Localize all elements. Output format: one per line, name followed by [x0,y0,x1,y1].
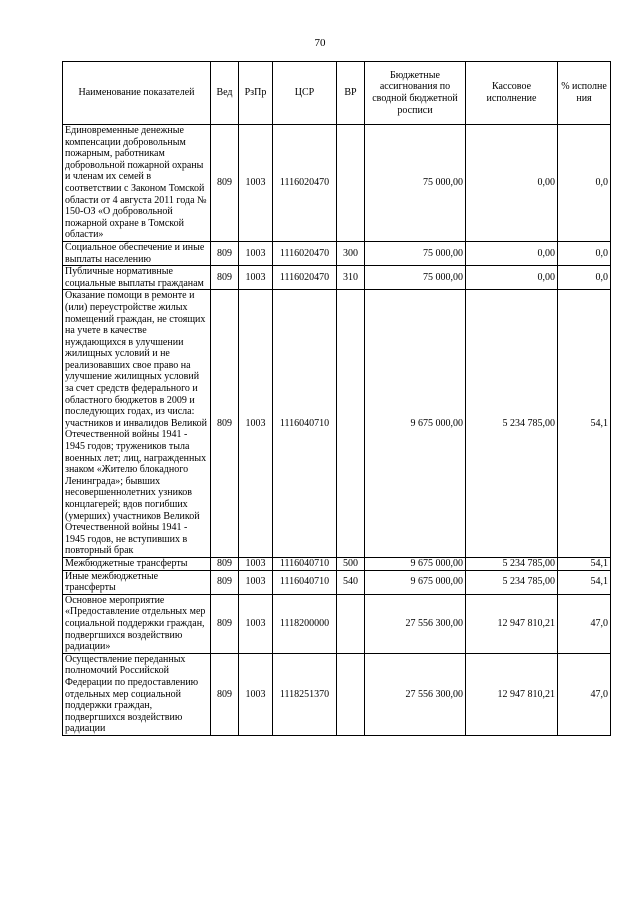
cell-pct: 47,0 [558,594,611,653]
cell-csr: 1118200000 [273,594,337,653]
cell-name: Осуществление переданных полномочий Российской Федерации по предоставлению отдельных мер социальной поддержки граждан, подвергшихся воздействию радиации [63,653,211,735]
cell-assign: 75 000,00 [365,266,466,290]
cell-exec: 5 234 785,00 [466,557,558,570]
cell-assign: 75 000,00 [365,241,466,265]
table-row [63,241,611,265]
table-row [63,653,611,735]
cell-ved: 809 [211,125,239,242]
cell-csr: 1116020470 [273,266,337,290]
cell-pct: 54,1 [558,290,611,558]
cell-assign: 9 675 000,00 [365,570,466,594]
cell-assign: 9 675 000,00 [365,290,466,558]
cell-csr: 1116040710 [273,557,337,570]
header-name: Наименование показателей [63,62,211,125]
cell-name: Иные межбюджетные трансферты [63,570,211,594]
cell-rzpr: 1003 [239,653,273,735]
page-number: 70 [314,37,326,49]
cell-assign: 27 556 300,00 [365,653,466,735]
table-row [63,557,611,570]
cell-name: Единовременные денежные компенсации добровольным пожарным, работникам добровольной пожарной охраны и членам их семей в соответствии с Законом Томской области от 4 августа 2011 года № 150-ОЗ «О добровольной пожарной охране в Томской области» [63,125,211,242]
cell-exec: 12 947 810,21 [466,653,558,735]
cell-assign: 27 556 300,00 [365,594,466,653]
cell-ved: 809 [211,570,239,594]
cell-vr [337,290,365,558]
cell-ved: 809 [211,241,239,265]
cell-csr: 1116020470 [273,241,337,265]
cell-csr: 1116040710 [273,290,337,558]
cell-vr [337,594,365,653]
cell-pct: 0,0 [558,125,611,242]
table-row [63,290,611,558]
cell-vr [337,125,365,242]
cell-vr: 300 [337,241,365,265]
cell-vr: 310 [337,266,365,290]
header-exec: Кассовое исполнение [466,62,558,125]
cell-assign: 75 000,00 [365,125,466,242]
cell-exec: 5 234 785,00 [466,570,558,594]
cell-ved: 809 [211,653,239,735]
cell-ved: 809 [211,290,239,558]
cell-name: Межбюджетные трансферты [63,557,211,570]
cell-exec: 0,00 [466,266,558,290]
cell-csr: 1118251370 [273,653,337,735]
cell-rzpr: 1003 [239,290,273,558]
table-row [63,266,611,290]
cell-vr: 500 [337,557,365,570]
cell-csr: 1116020470 [273,125,337,242]
cell-rzpr: 1003 [239,241,273,265]
cell-ved: 809 [211,266,239,290]
table-row [63,125,611,242]
header-pct: % исполне ния [558,62,611,125]
table-row [63,594,611,653]
header-row [63,62,611,125]
header-ved: Вед [211,62,239,125]
cell-exec: 12 947 810,21 [466,594,558,653]
budget-table [62,61,611,736]
cell-rzpr: 1003 [239,594,273,653]
cell-pct: 0,0 [558,241,611,265]
header-assign: Бюджетные ассигнования по сводной бюджетной росписи [365,62,466,125]
cell-pct: 0,0 [558,266,611,290]
cell-ved: 809 [211,594,239,653]
cell-csr: 1116040710 [273,570,337,594]
cell-name: Социальное обеспечение и иные выплаты населению [63,241,211,265]
cell-vr: 540 [337,570,365,594]
cell-ved: 809 [211,557,239,570]
cell-rzpr: 1003 [239,125,273,242]
cell-name: Оказание помощи в ремонте и (или) переустройстве жилых помещений граждан, не стоящих на учете в качестве нуждающихся в улучшении жилищных условий и не реализовавших свое право на улучшение жилищных условий за счет средств федерального и областного бюджетов в 2009 и последующих годах, из числа: участников и инвалидов Великой Отечественной войны 1941 - 1945 годов; тружеников тыла военных лет; лиц, награжденных знаком «Жителю блокадного Ленинграда»; бывших несовершеннолетних узников концлагерей; вдов погибших (умерших) участников Великой Отечественной войны 1941 - 1945 годов, не вступивших в повторный брак [63,290,211,558]
cell-assign: 9 675 000,00 [365,557,466,570]
cell-rzpr: 1003 [239,570,273,594]
cell-exec: 0,00 [466,241,558,265]
cell-exec: 0,00 [466,125,558,242]
cell-vr [337,653,365,735]
header-vr: ВР [337,62,365,125]
header-rzpr: РзПр [239,62,273,125]
cell-pct: 54,1 [558,557,611,570]
cell-name: Публичные нормативные социальные выплаты гражданам [63,266,211,290]
header-csr: ЦСР [273,62,337,125]
cell-name: Основное мероприятие «Предоставление отдельных мер социальной поддержки граждан, подвергшихся воздействию радиации» [63,594,211,653]
cell-rzpr: 1003 [239,557,273,570]
cell-pct: 47,0 [558,653,611,735]
table-row [63,570,611,594]
cell-exec: 5 234 785,00 [466,290,558,558]
cell-pct: 54,1 [558,570,611,594]
cell-rzpr: 1003 [239,266,273,290]
